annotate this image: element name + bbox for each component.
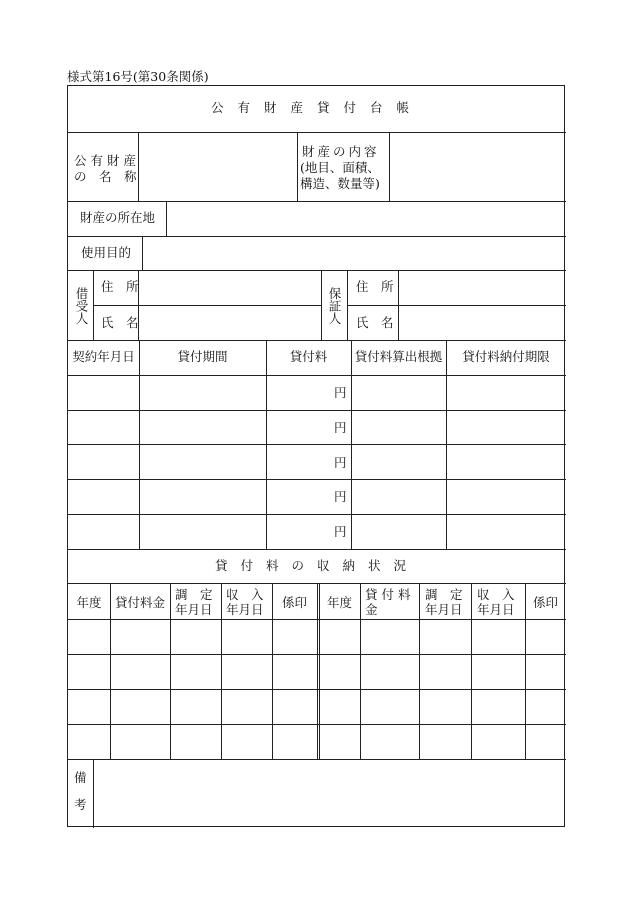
lease-ledger-form — [67, 85, 565, 827]
borrower-label: 借受人 — [74, 287, 89, 325]
form-number-label: 様式第16号(第30条関係) — [67, 69, 209, 84]
guarantor-name-label: 氏 名 — [356, 315, 394, 330]
borrower-name-label: 氏 名 — [101, 315, 139, 330]
yen-unit: 円 — [334, 524, 347, 539]
remarks-label: 備 — [74, 770, 87, 785]
header-seal: 係印 — [281, 595, 307, 610]
property-content-label-2: (地目、面積、 — [300, 160, 380, 175]
header-contract-date: 契約年月日 — [72, 349, 135, 364]
header-year: 年度 — [326, 595, 352, 610]
yen-unit: 円 — [334, 489, 347, 504]
table-row[interactable] — [68, 655, 566, 688]
yen-unit: 円 — [334, 420, 347, 435]
borrower-name-field[interactable] — [139, 306, 320, 339]
location-label: 財産の所在地 — [80, 210, 156, 225]
table-row[interactable] — [68, 725, 566, 758]
header-fee-basis: 貸付料算出根拠 — [354, 349, 443, 364]
collection-title: 貸付料の収納状況 — [214, 558, 419, 573]
table-row[interactable] — [68, 515, 566, 549]
header-year: 年度 — [76, 595, 102, 610]
header-payment-deadline: 貸付料納付期限 — [462, 349, 550, 364]
header-assessed-date-2: 年月日 — [425, 602, 463, 617]
table-row[interactable] — [68, 480, 566, 514]
yen-unit: 円 — [334, 385, 347, 400]
header-received-date: 収 入 — [477, 587, 515, 602]
property-content-label: 財産の内容 — [302, 144, 380, 159]
purpose-label: 使用目的 — [81, 245, 132, 260]
header-fee-amount-2: 金 — [365, 602, 378, 617]
header-lease-period: 貸付期間 — [177, 349, 228, 364]
table-row[interactable] — [68, 445, 566, 479]
property-name-field[interactable] — [139, 133, 296, 200]
header-lease-fee: 貸付料 — [289, 349, 328, 364]
header-seal: 係印 — [532, 595, 558, 610]
header-fee-amount: 貸付料金 — [114, 595, 165, 610]
header-received-date-2: 年月日 — [477, 602, 515, 617]
table-row[interactable] — [68, 620, 566, 653]
remarks-field[interactable] — [94, 760, 565, 826]
header-received-date: 収 入 — [226, 587, 264, 602]
guarantor-address-field[interactable] — [399, 271, 565, 304]
header-assessed-date: 調 定 — [425, 587, 463, 602]
table-row[interactable] — [68, 376, 566, 410]
property-content-field[interactable] — [390, 133, 565, 200]
borrower-address-label: 住 所 — [101, 279, 139, 294]
header-assessed-date-2: 年月日 — [175, 602, 213, 617]
borrower-address-field[interactable] — [139, 271, 320, 304]
guarantor-label: 保証人 — [327, 287, 342, 325]
location-field[interactable] — [167, 202, 565, 235]
purpose-field[interactable] — [143, 237, 565, 269]
yen-unit: 円 — [334, 455, 347, 470]
form-title: 公有財産貸付台帳 — [210, 100, 423, 115]
header-fee-amount: 貸付料 — [365, 587, 415, 602]
guarantor-name-field[interactable] — [399, 306, 565, 339]
guarantor-address-label: 住 所 — [356, 279, 394, 294]
property-name-label: 公有財産 — [74, 153, 141, 168]
remarks-label-2: 考 — [74, 797, 87, 812]
table-row[interactable] — [68, 411, 566, 444]
property-name-label-2: の 名 称 — [74, 169, 137, 184]
property-content-label-3: 構造、数量等) — [300, 176, 380, 191]
header-received-date-2: 年月日 — [226, 602, 264, 617]
table-row[interactable] — [68, 690, 566, 723]
header-assessed-date: 調 定 — [175, 587, 213, 602]
